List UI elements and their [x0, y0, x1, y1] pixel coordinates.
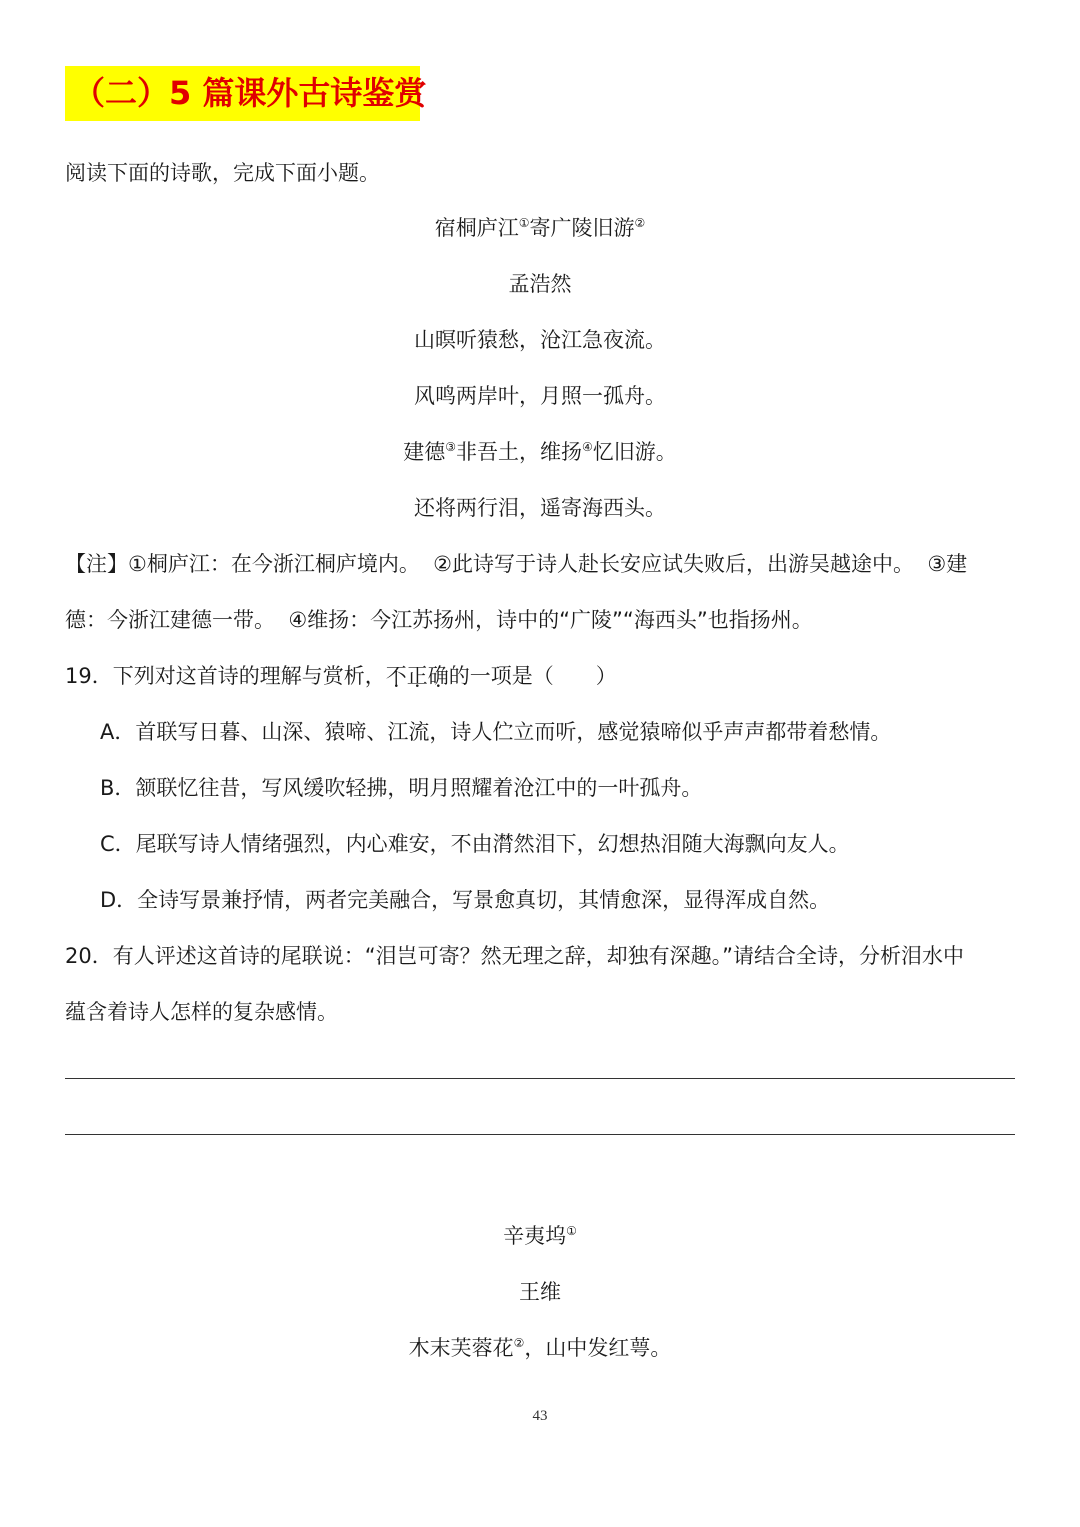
poem1-title: 宿桐庐江①寄广陵旧游② — [434, 216, 646, 240]
answer-line-2 — [65, 1134, 1015, 1135]
emphasis-char: 不 — [385, 664, 407, 688]
q19-option-a: A．首联写日暮、山深、猿啼、江流，诗人伫立而听，感觉猿啼似乎声声都带着愁情。 — [100, 720, 892, 744]
poem1-line-4: 还将两行泪，遥寄海西头。 — [414, 496, 666, 520]
poem1-line-3: 建德③非吾土，维扬④忆旧游。 — [403, 440, 677, 464]
instruction: 阅读下面的诗歌，完成下面小题。 — [65, 161, 380, 185]
answer-line-1 — [65, 1078, 1015, 1079]
poem1-line-2: 风鸣两岸叶，月照一孤舟。 — [414, 384, 666, 408]
q20-stem-line-1: 20．有人评述这首诗的尾联说：“泪岂可寄？然无理之辞，却独有深趣。”请结合全诗，分析泪水中 — [65, 944, 964, 968]
poem2-title: 辛夷坞① — [503, 1224, 577, 1248]
poem2-author: 王维 — [519, 1280, 561, 1304]
emphasis-char: 确 — [427, 664, 449, 688]
section-title: （二）5 篇课外古诗鉴赏 — [65, 66, 420, 121]
q19-option-c: C．尾联写诗人情绪强烈，内心难安，不由潸然泪下，幻想热泪随大海飘向友人。 — [100, 832, 850, 856]
poem2-line-1: 木末芙蓉花②，山中发红萼。 — [408, 1336, 672, 1360]
poem1-author: 孟浩然 — [508, 272, 572, 296]
poem1-notes-line-2: 德：今浙江建德一带。 ④维扬：今江苏扬州，诗中的“广陵”“海西头”也指扬州。 — [65, 608, 813, 632]
emphasis-char: 正 — [406, 664, 428, 688]
q19-option-b: B．颔联忆往昔，写风缓吹轻拂，明月照耀着沧江中的一叶孤舟。 — [100, 776, 703, 800]
poem1-notes-line-1: 【注】①桐庐江：在今浙江桐庐境内。 ②此诗写于诗人赴长安应试失败后，出游吴越途中。 ③建 — [65, 552, 968, 576]
q20-stem-line-2: 蕴含着诗人怎样的复杂感情。 — [65, 1000, 338, 1024]
page-number: 43 — [532, 1408, 548, 1424]
q19-stem: 19．下列对这首诗的理解与赏析，不正确的一项是（ ） — [65, 664, 617, 688]
poem1-line-1: 山暝听猿愁，沧江急夜流。 — [414, 328, 666, 352]
q19-option-d: D．全诗写景兼抒情，两者完美融合，写景愈真切，其情愈深，显得浑成自然。 — [100, 888, 831, 912]
